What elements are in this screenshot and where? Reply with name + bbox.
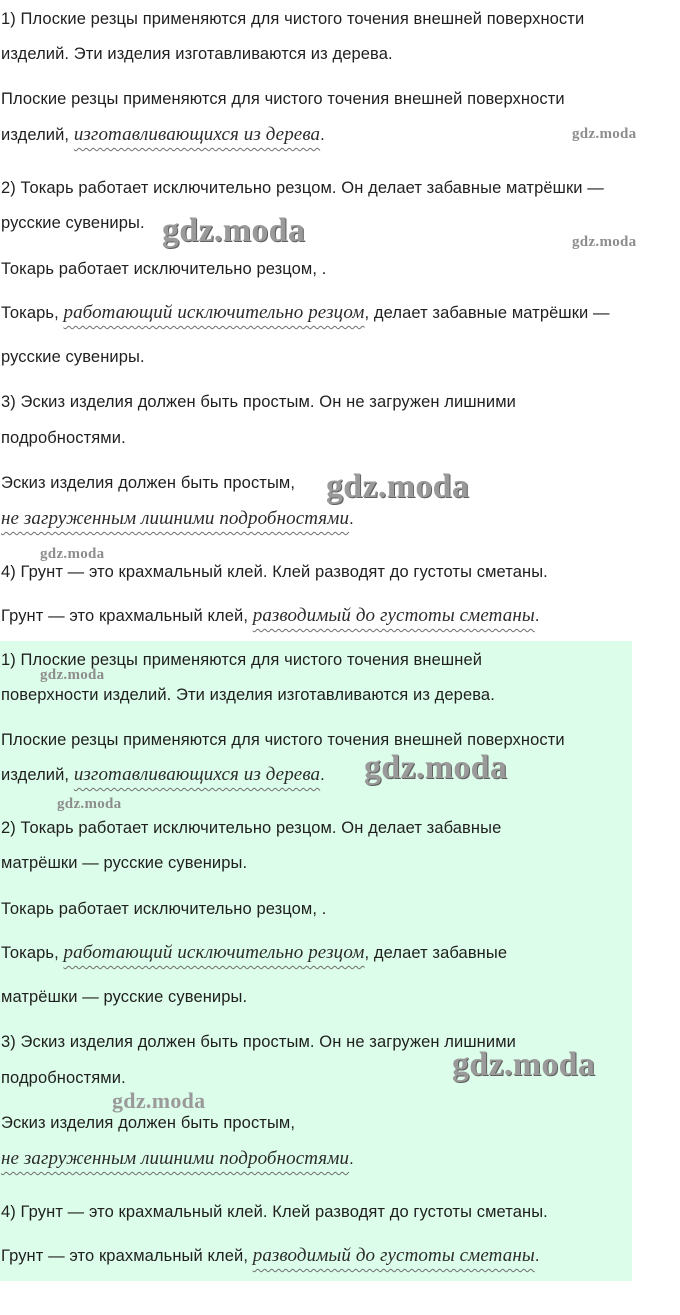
answer-4-prefix: Грунт — это крахмальный клей, bbox=[1, 1247, 253, 1265]
answer-3-participle-phrase: не загруженным лишними подробностями bbox=[1, 1148, 350, 1169]
watermark-logo: gdz.moda bbox=[364, 749, 508, 786]
answer-3-line-1: Эскиз изделия должен быть простым, bbox=[1, 474, 296, 492]
answer-2-line-1 bbox=[1, 303, 610, 323]
task-2-line-1: 2) Токарь работает исключительно резцом. Он делает забавные bbox=[1, 819, 502, 837]
watermark-logo: gdz.moda bbox=[572, 126, 637, 142]
watermark-logo: gdz.moda bbox=[572, 234, 637, 250]
task-3-line-1: 3) Эскиз изделия должен быть простым. Он не загружен лишними bbox=[1, 393, 516, 411]
task-1-line-2: изделий. Эти изделия изготавливаются из дерева. bbox=[1, 45, 393, 63]
task-3-line-2: подробностями. bbox=[1, 429, 126, 447]
task-2-line-3: Токарь работает исключительно резцом, . bbox=[1, 260, 327, 278]
answer-1-prefix: изделий, bbox=[1, 766, 74, 784]
answer-3-line-2 bbox=[1, 1149, 354, 1169]
answer-3-line-1: Эскиз изделия должен быть простым, bbox=[1, 1114, 296, 1132]
task-4-line-1: 4) Грунт — это крахмальный клей. Клей разводят до густоты сметаны. bbox=[1, 563, 548, 581]
answer-2-line-2: матрёшки — русские сувениры. bbox=[1, 988, 248, 1006]
watermark-logo: gdz.moda bbox=[162, 212, 306, 249]
answer-1-suffix: . bbox=[320, 766, 325, 784]
task-3-line-1: 3) Эскиз изделия должен быть простым. Он не загружен лишними bbox=[1, 1033, 516, 1051]
answer-1-participle-phrase: изготавливающихся из дерева bbox=[73, 764, 321, 785]
answer-2-prefix: Токарь, bbox=[1, 944, 64, 962]
answer-1-prefix: изделий, bbox=[1, 126, 74, 144]
answer-4-participle-phrase: разводимый до густоты сметаны bbox=[252, 1245, 535, 1266]
watermark-logo: gdz.moda bbox=[40, 546, 105, 562]
answer-3-suffix: . bbox=[349, 510, 354, 528]
answer-2-suffix: , делает забавные bbox=[364, 944, 508, 962]
answer-2-line-1 bbox=[1, 943, 507, 963]
watermark-logo: gdz.moda bbox=[112, 1088, 206, 1113]
answer-4-suffix: . bbox=[534, 607, 540, 625]
task-3-line-2: подробностями. bbox=[1, 1069, 126, 1087]
answer-4-prefix: Грунт — это крахмальный клей, bbox=[1, 607, 253, 625]
task-1-line-1: 1) Плоские резцы применяются для чистого точения внешней поверхности bbox=[1, 10, 585, 28]
answer-1-suffix: . bbox=[320, 126, 325, 144]
task-2-line-1: 2) Токарь работает исключительно резцом. Он делает забавные матрёшки — bbox=[1, 179, 604, 197]
watermark-logo: gdz.moda bbox=[40, 667, 105, 683]
exercise-text-green bbox=[0, 641, 632, 1281]
answer-2-line-2: русские сувениры. bbox=[1, 348, 145, 366]
task-2-line-2: матрёшки — русские сувениры. bbox=[1, 854, 248, 872]
answer-4-line-1 bbox=[1, 606, 540, 626]
answer-1-line-1: Плоские резцы применяются для чистого точения внешней поверхности bbox=[1, 90, 565, 108]
task-2-line-2: русские сувениры. bbox=[1, 214, 145, 232]
answer-3-line-2 bbox=[1, 509, 354, 529]
answer-3-participle-phrase: не загруженным лишними подробностями bbox=[1, 508, 350, 529]
answer-1-line-2 bbox=[1, 765, 325, 785]
watermark-logo: gdz.moda bbox=[326, 468, 470, 505]
watermark-logo: gdz.moda bbox=[57, 796, 122, 812]
task-1-line-2: поверхности изделий. Эти изделия изготавливаются из дерева. bbox=[1, 686, 495, 704]
answer-2-suffix: , делает забавные матрёшки — bbox=[364, 304, 610, 322]
answer-1-line-2 bbox=[1, 125, 325, 145]
answer-3-suffix: . bbox=[349, 1150, 354, 1168]
answer-2-participle-phrase: работающий исключительно резцом bbox=[63, 302, 365, 323]
answer-1-line-1: Плоские резцы применяются для чистого точения внешней поверхности bbox=[1, 731, 565, 749]
answer-2-prefix: Токарь, bbox=[1, 304, 64, 322]
answer-4-suffix: . bbox=[534, 1247, 540, 1265]
task-1-line-1: 1) Плоские резцы применяются для чистого точения внешней bbox=[1, 651, 483, 669]
task-4-line-1: 4) Грунт — это крахмальный клей. Клей разводят до густоты сметаны. bbox=[1, 1203, 548, 1221]
answer-4-participle-phrase: разводимый до густоты сметаны bbox=[252, 605, 535, 626]
answer-1-participle-phrase: изготавливающихся из дерева bbox=[73, 124, 321, 145]
answer-4-line-1 bbox=[1, 1246, 540, 1266]
answer-2-participle-phrase: работающий исключительно резцом bbox=[63, 942, 365, 963]
task-2-line-3: Токарь работает исключительно резцом, . bbox=[1, 900, 327, 918]
watermark-logo: gdz.moda bbox=[452, 1046, 596, 1083]
